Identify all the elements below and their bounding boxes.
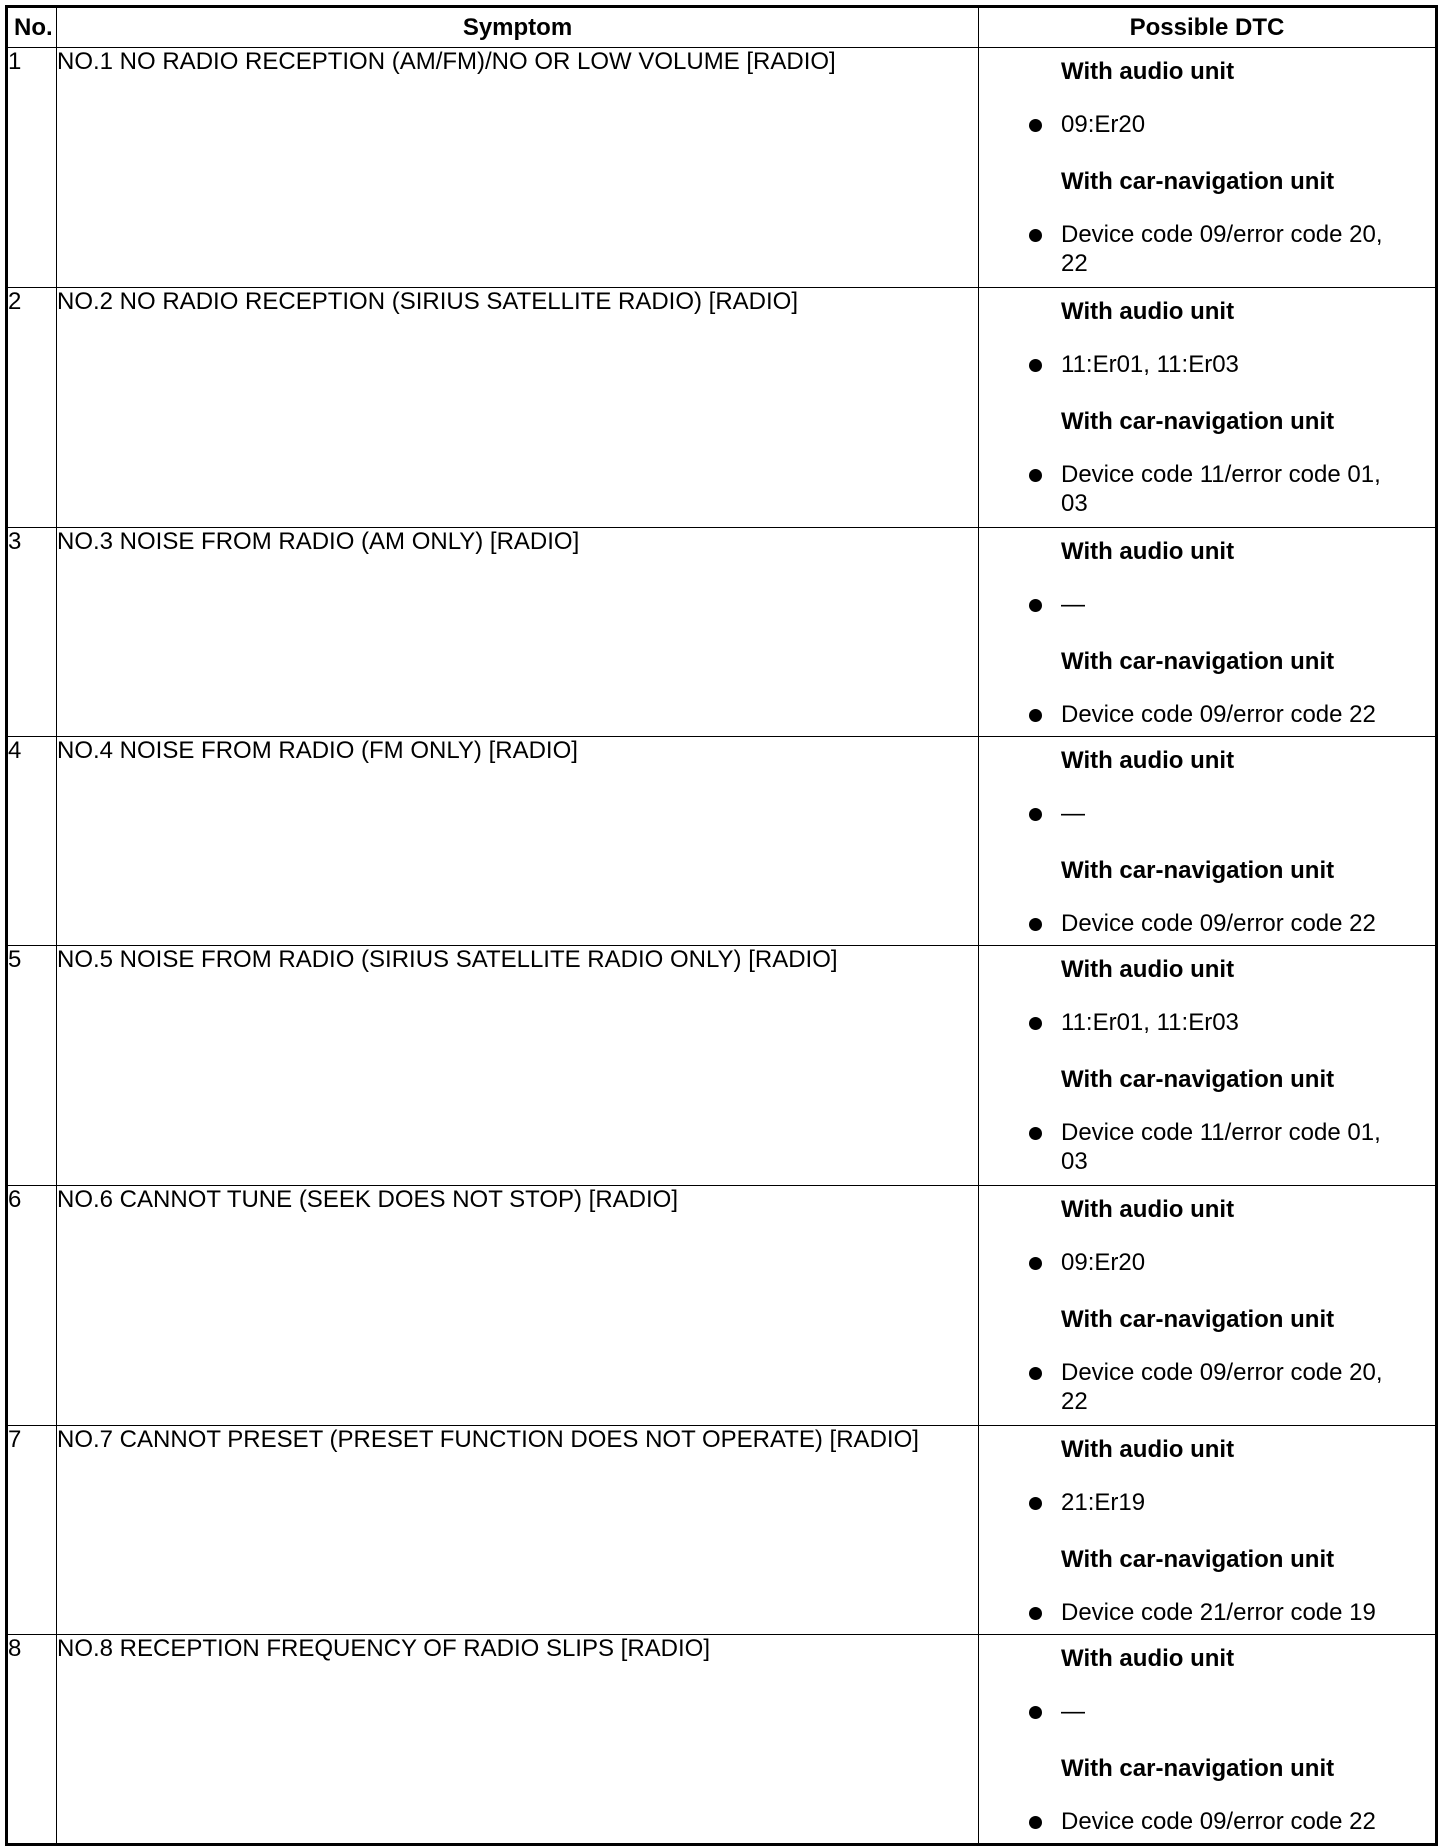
audio-unit-label: With audio unit <box>1061 1645 1235 1672</box>
row-symptom: NO.2 NO RADIO RECEPTION (SIRIUS SATELLITE RADIO) [RADIO] <box>57 288 979 528</box>
audio-unit-label: With audio unit <box>1061 747 1235 774</box>
bullet-icon <box>1029 1127 1042 1140</box>
bullet-icon <box>1029 599 1042 612</box>
audio-unit-dtc: 09:Er20 <box>1061 1249 1146 1276</box>
row-symptom: NO.1 NO RADIO RECEPTION (AM/FM)/NO OR LOW VOLUME [RADIO] <box>57 48 979 288</box>
audio-unit-label: With audio unit <box>1061 1436 1235 1463</box>
dtc-table <box>5 5 1438 1846</box>
audio-unit-label: With audio unit <box>1061 58 1235 85</box>
nav-unit-label: With car-navigation unit <box>1061 1306 1335 1333</box>
row-symptom: NO.8 RECEPTION FREQUENCY OF RADIO SLIPS [RADIO] <box>57 1635 979 1845</box>
row-possible-dtc <box>979 737 1437 946</box>
audio-unit-dtc: 11:Er01, 11:Er03 <box>1061 1009 1239 1036</box>
table-row <box>7 1635 1437 1845</box>
row-number: 3 <box>7 528 57 737</box>
nav-unit-label: With car-navigation unit <box>1061 1546 1335 1573</box>
audio-unit-dtc: 11:Er01, 11:Er03 <box>1061 351 1239 378</box>
row-possible-dtc <box>979 528 1437 737</box>
audio-unit-dtc: — <box>1061 800 1085 827</box>
audio-unit-label: With audio unit <box>1061 1196 1235 1223</box>
table-row <box>7 528 1437 737</box>
audio-unit-dtc: — <box>1061 591 1085 618</box>
bullet-icon <box>1029 1257 1042 1270</box>
row-possible-dtc <box>979 48 1437 288</box>
nav-unit-label: With car-navigation unit <box>1061 857 1335 884</box>
audio-unit-label: With audio unit <box>1061 538 1235 565</box>
table-row <box>7 737 1437 946</box>
bullet-icon <box>1029 1497 1042 1510</box>
nav-unit-dtc: Device code 09/error code 22 <box>1061 1808 1376 1835</box>
table-row <box>7 288 1437 528</box>
bullet-icon <box>1029 1706 1042 1719</box>
row-symptom: NO.3 NOISE FROM RADIO (AM ONLY) [RADIO] <box>57 528 979 737</box>
nav-unit-dtc: Device code 09/error code 22 <box>1061 701 1376 728</box>
row-possible-dtc <box>979 946 1437 1186</box>
bullet-icon <box>1029 229 1042 242</box>
bullet-icon <box>1029 1816 1042 1829</box>
bullet-icon <box>1029 1017 1042 1030</box>
bullet-icon <box>1029 808 1042 821</box>
table-row <box>7 1426 1437 1635</box>
bullet-icon <box>1029 119 1042 132</box>
nav-unit-label: With car-navigation unit <box>1061 168 1335 195</box>
bullet-icon <box>1029 469 1042 482</box>
bullet-icon <box>1029 918 1042 931</box>
nav-unit-label: With car-navigation unit <box>1061 648 1335 675</box>
row-symptom: NO.5 NOISE FROM RADIO (SIRIUS SATELLITE RADIO ONLY) [RADIO] <box>57 946 979 1186</box>
audio-unit-dtc: — <box>1061 1698 1085 1725</box>
row-possible-dtc <box>979 288 1437 528</box>
nav-unit-dtc: Device code 11/error code 01, 03 <box>1061 1119 1381 1175</box>
bullet-icon <box>1029 709 1042 722</box>
header-possible-dtc: Possible DTC <box>979 7 1437 48</box>
row-possible-dtc <box>979 1426 1437 1635</box>
bullet-icon <box>1029 1607 1042 1620</box>
nav-unit-label: With car-navigation unit <box>1061 1755 1335 1782</box>
audio-unit-label: With audio unit <box>1061 298 1235 325</box>
row-number: 4 <box>7 737 57 946</box>
nav-unit-label: With car-navigation unit <box>1061 1066 1335 1093</box>
nav-unit-dtc: Device code 11/error code 01, 03 <box>1061 461 1381 517</box>
row-symptom: NO.6 CANNOT TUNE (SEEK DOES NOT STOP) [RADIO] <box>57 1186 979 1426</box>
nav-unit-dtc: Device code 21/error code 19 <box>1061 1599 1376 1626</box>
header-row <box>7 7 1437 48</box>
row-number: 5 <box>7 946 57 1186</box>
row-possible-dtc <box>979 1635 1437 1845</box>
nav-unit-dtc: Device code 09/error code 20, 22 <box>1061 1359 1383 1415</box>
nav-unit-label: With car-navigation unit <box>1061 408 1335 435</box>
row-symptom: NO.7 CANNOT PRESET (PRESET FUNCTION DOES NOT OPERATE) [RADIO] <box>57 1426 979 1635</box>
row-number: 8 <box>7 1635 57 1845</box>
row-symptom: NO.4 NOISE FROM RADIO (FM ONLY) [RADIO] <box>57 737 979 946</box>
row-possible-dtc <box>979 1186 1437 1426</box>
nav-unit-dtc: Device code 09/error code 22 <box>1061 910 1376 937</box>
row-number: 7 <box>7 1426 57 1635</box>
table-row <box>7 48 1437 288</box>
audio-unit-dtc: 21:Er19 <box>1061 1489 1146 1516</box>
audio-unit-label: With audio unit <box>1061 956 1235 983</box>
nav-unit-dtc: Device code 09/error code 20, 22 <box>1061 221 1383 277</box>
table-row <box>7 946 1437 1186</box>
row-number: 1 <box>7 48 57 288</box>
header-symptom: Symptom <box>57 7 979 48</box>
bullet-icon <box>1029 359 1042 372</box>
audio-unit-dtc: 09:Er20 <box>1061 111 1146 138</box>
bullet-icon <box>1029 1367 1042 1380</box>
row-number: 6 <box>7 1186 57 1426</box>
row-number: 2 <box>7 288 57 528</box>
table-row <box>7 1186 1437 1426</box>
header-no: No. <box>7 7 57 48</box>
